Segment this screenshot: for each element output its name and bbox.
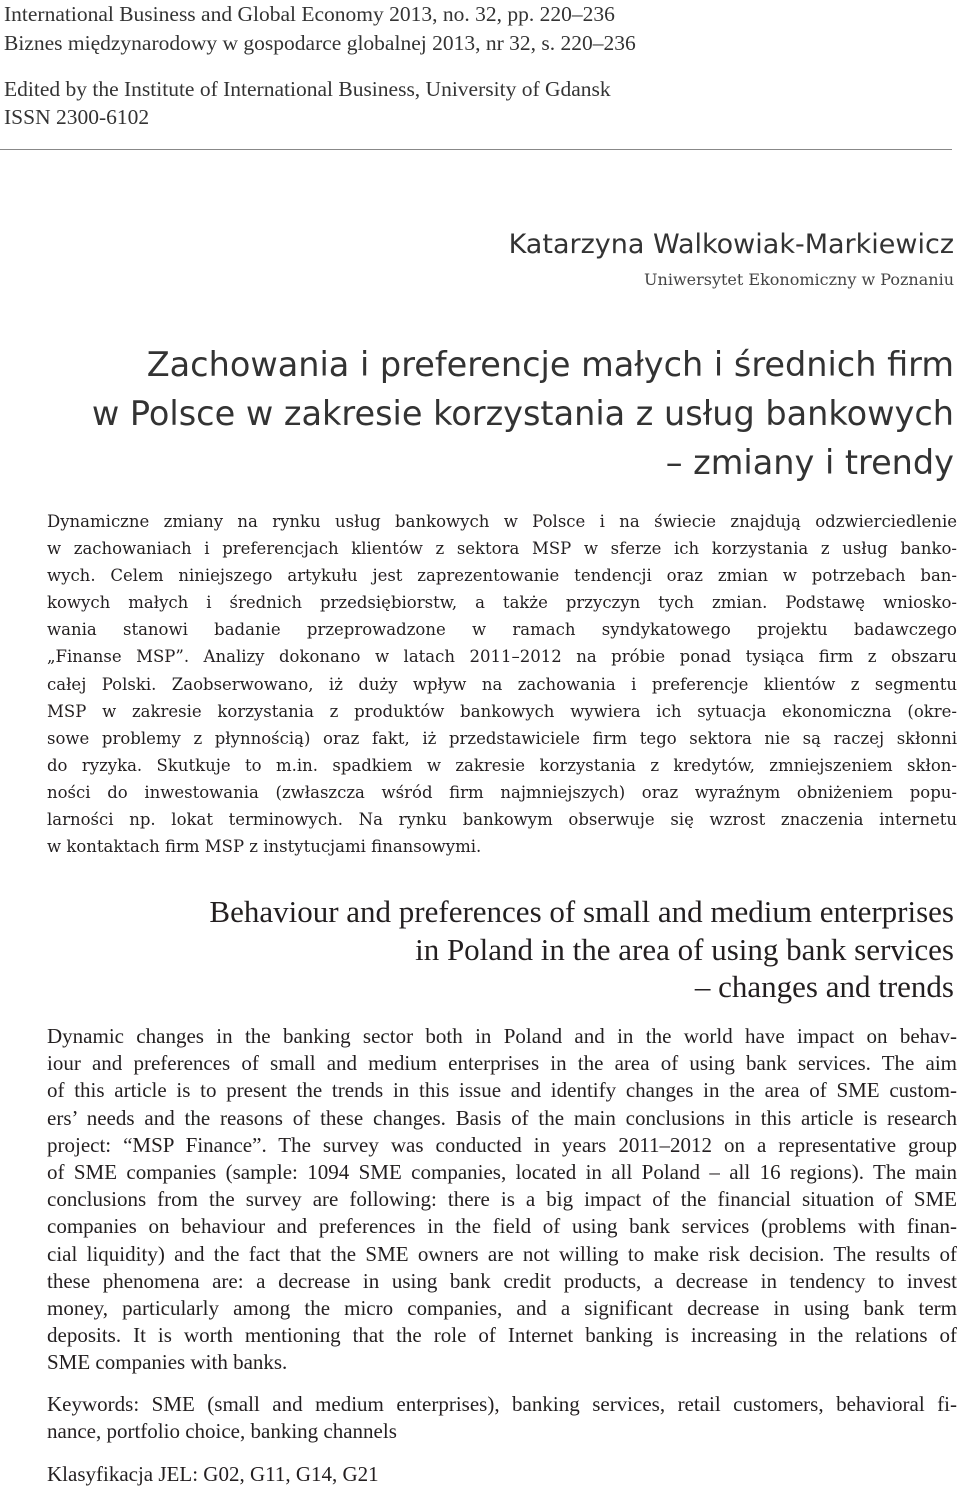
abstract-pl: [47, 508, 957, 860]
jel-line: Klasyfikacja JEL: G02, G11, G14, G21: [47, 1462, 379, 1486]
article-title-pl: [14, 340, 954, 487]
abstract-line: w kontaktach firm MSP z instytucjami finansowymi.: [47, 837, 482, 857]
author-affiliation: Uniwersytet Ekonomiczny w Poznaniu: [644, 270, 954, 289]
keywords-line: Keywords: SME (small and medium enterprises), banking services, retail customers, behavioral fi-: [47, 1392, 957, 1416]
issn: ISSN 2300-6102: [4, 105, 150, 129]
abstract-line: cial liquidity) and the fact that the SME owners are not willing to make risk decision. The results of: [47, 1241, 957, 1266]
abstract-line: money, particularly among the micro companies, and a significant decrease in using bank term: [47, 1296, 957, 1321]
abstract-line: conclusions from the survey are following: there is a big impact of the financial situation of SME: [47, 1187, 957, 1212]
jel-classification: [47, 1461, 957, 1488]
abstract-line: of SME companies (sample: 1094 SME companies, located in all Poland – all 16 regions). The main: [47, 1160, 957, 1185]
journal-citation-en: International Business and Global Economy 2013, no. 32, pp. 220–236: [4, 2, 615, 26]
title-line: Zachowania i preferencje małych i średnich firm: [146, 345, 954, 384]
abstract-line: „Finanse MSP”. Analizy dokonano w latach 2011–2012 na próbie ponad tysiąca firm z obszaru: [47, 647, 957, 667]
abstract-line: these phenomena are: a decrease in using bank credit products, a decrease in tendency to invest: [47, 1268, 957, 1293]
abstract-line: larności np. lokat terminowych. Na rynku bankowym obserwuje się wzrost znaczenia internetu: [47, 810, 957, 830]
keywords-line: nance, portfolio choice, banking channels: [47, 1419, 397, 1444]
title-line: – zmiany i trendy: [665, 443, 954, 482]
abstract-en: [47, 1023, 957, 1377]
editor-note: Edited by the Institute of International Business, University of Gdansk: [4, 77, 611, 101]
author-name: Katarzyna Walkowiak-Markiewicz: [508, 229, 954, 260]
abstract-line: of this article is to present the trends in this issue and identify changes in the area of SME custom-: [47, 1078, 957, 1103]
header-divider: [0, 149, 952, 150]
abstract-line: w zachowaniach i preferencjach klientów z sektora MSP w sferze ich korzystania z usług banko-: [47, 539, 957, 559]
title-line: w Polsce w zakresie korzystania z usług bankowych: [91, 394, 954, 433]
abstract-line: SME companies with banks.: [47, 1350, 288, 1375]
abstract-line: Dynamic changes in the banking sector both in Poland and in the world have impact on behav-: [47, 1024, 957, 1048]
article-title-en: [14, 893, 954, 1006]
abstract-line: ers’ needs and the reasons of these changes. Basis of the main conclusions in this article is research: [47, 1105, 957, 1130]
abstract-line: całej Polski. Zaobserwowano, iż duży wpływ na zachowania i preferencje klientów z segmentu: [47, 674, 957, 694]
abstract-line: sowe problemy z płynnością) oraz fakt, iż przedstawiciele firm tego sektora nie są raczej skłonni: [47, 728, 957, 748]
abstract-line: iour and preferences of small and medium enterprises in the area of using bank services. The aim: [47, 1051, 957, 1076]
abstract-line: wych. Celem niniejszego artykułu jest zaprezentowanie tendencji oraz zmian w potrzebach ban-: [47, 566, 957, 586]
abstract-line: do ryzyka. Skutkuje to m.in. spadkiem w zakresie korzystania z kredytów, zmniejszeniem skłon-: [47, 755, 957, 775]
abstract-line: Dynamiczne zmiany na rynku usług bankowych w Polsce i na świecie znajdują odzwierciedlenie: [47, 512, 957, 531]
abstract-line: ności do inwestowania (zwłaszcza wśród firm najmniejszych) oraz wyraźnym obniżeniem popu-: [47, 782, 957, 802]
keywords: [47, 1391, 957, 1445]
abstract-line: project: “MSP Finance”. The survey was conducted in years 2011–2012 on a representative group: [47, 1132, 957, 1157]
title-line: Behaviour and preferences of small and medium enterprises: [209, 894, 954, 929]
abstract-line: MSP w zakresie korzystania z produktów bankowych wywiera ich sytuacja ekonomiczna (okre-: [47, 701, 957, 721]
title-line: in Poland in the area of using bank services: [415, 931, 954, 967]
abstract-line: companies on behaviour and preferences in the field of using bank services (problems with finan-: [47, 1214, 957, 1239]
journal-citation-pl: Biznes międzynarodowy w gospodarce globalnej 2013, nr 32, s. 220–236: [4, 31, 636, 55]
abstract-line: deposits. It is worth mentioning that the role of Internet banking is increasing in the relations of: [47, 1323, 957, 1348]
title-line: – changes and trends: [694, 969, 954, 1004]
abstract-line: wania stanowi badanie przeprowadzone w ramach syndykatowego projektu badawczego: [47, 620, 957, 640]
abstract-line: kowych małych i średnich przedsiębiorstw, a także przyczyn tych zmian. Podstawę wniosko-: [47, 593, 957, 613]
